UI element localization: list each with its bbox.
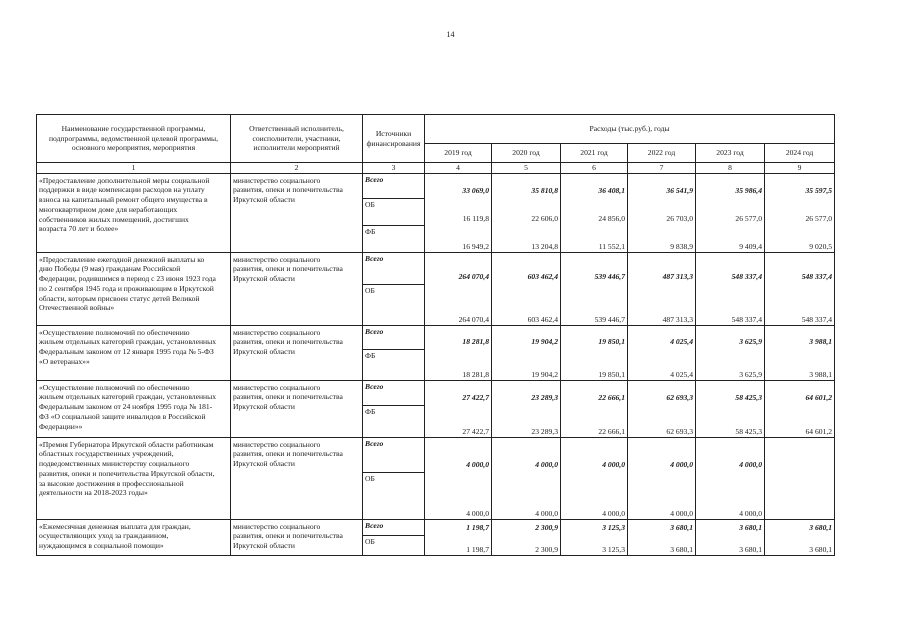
year-values-cell [425,380,492,437]
year-values-cell [765,519,835,555]
total-value: 58 425,3 [735,392,762,402]
year-values-cell [561,325,628,380]
responsible-executor: министерство социального развития, опеки и попечительства Иркутской области [231,437,363,519]
year-values-cell [765,325,835,380]
total-value: 3 988,1 [809,336,833,346]
funding-sources [363,173,425,252]
source-value: 16 949,2 [462,241,489,251]
funding-source-label: Всего [365,326,384,336]
total-value: 35 810,8 [531,185,558,195]
header-year: 2020 год [492,144,561,163]
table-row [37,519,835,555]
funding-sources [363,380,425,437]
column-number: 3 [363,163,425,174]
total-value: 548 337,4 [731,271,762,281]
source-value: 13 204,8 [531,241,558,251]
column-number: 6 [561,163,628,174]
year-values-cell [765,437,835,519]
year-values-cell [765,380,835,437]
source-value: 16 119,8 [462,214,489,224]
source-value: 26 577,0 [805,214,833,224]
source-value: 19 904,2 [531,369,558,379]
total-value: 64 601,2 [805,392,833,402]
source-value: 548 337,4 [731,314,762,324]
responsible-executor: министерство социального развития, опеки и попечительства Иркутской области [231,380,363,437]
total-value: 62 693,3 [666,392,693,402]
source-value: 23 289,3 [531,426,558,436]
source-value: 22 606,0 [531,214,558,224]
column-number: 7 [628,163,696,174]
measure-name: «Премия Губернатора Иркутской области работникам областных государственных учреждений, подведомственных министерству социального развития, опеки и попечительства Иркутской области, за высокие достижения в профессиональной деятельности на 2018-2023 годы» [37,437,231,519]
year-values-cell [696,519,765,555]
year-values-cell [765,173,835,252]
total-value: 539 446,7 [594,271,625,281]
total-value: 3 680,1 [739,522,762,532]
funding-source-label: ОБ [363,284,424,326]
funding-source-label: ОБ [363,198,424,226]
source-value: 4 000,0 [739,508,762,518]
year-values-cell [628,519,696,555]
funding-sources [363,325,425,380]
year-values-cell [492,380,561,437]
year-values-cell [696,325,765,380]
column-number: 4 [425,163,492,174]
year-values-cell [696,380,765,437]
source-value: 3 125,3 [602,544,625,554]
total-value: 4 000,0 [466,459,489,469]
source-value: 3 625,9 [739,369,762,379]
source-value: 487 313,3 [662,314,693,324]
year-values-cell [492,173,561,252]
total-value: 3 125,3 [602,522,625,532]
header-year: 2023 год [696,144,765,163]
year-values-cell [696,252,765,325]
funding-sources [363,519,425,555]
column-number: 5 [492,163,561,174]
year-values-cell [425,325,492,380]
source-value: 3 680,1 [670,544,693,554]
funding-source-label: Всего [365,381,384,391]
source-value: 539 446,7 [594,314,625,324]
year-values-cell [561,519,628,555]
year-values-cell [492,252,561,325]
source-value: 26 703,0 [666,214,693,224]
column-number: 9 [765,163,835,174]
header-expenses: Расходы (тыс.руб.), годы [425,115,835,144]
header-year: 2022 год [628,144,696,163]
source-value: 27 422,7 [462,426,489,436]
page-number: 14 [446,30,455,39]
total-value: 23 289,3 [531,392,558,402]
responsible-executor: министерство социального развития, опеки и попечительства Иркутской области [231,173,363,252]
column-number: 2 [231,163,363,174]
header-year: 2019 год [425,144,492,163]
total-value: 36 408,1 [598,185,625,195]
source-value: 264 070,4 [458,314,489,324]
source-value: 603 462,4 [527,314,558,324]
source-value: 9 020,5 [809,241,833,251]
year-values-cell [561,380,628,437]
source-value: 2 300,9 [535,544,558,554]
source-value: 4 000,0 [535,508,558,518]
total-value: 35 597,5 [805,185,833,195]
expenses-table [36,114,835,556]
source-value: 4 000,0 [670,508,693,518]
funding-sources [363,437,425,519]
total-value: 33 069,0 [462,185,489,195]
source-value: 18 281,8 [462,369,489,379]
year-values-cell [492,437,561,519]
header-year: 2021 год [561,144,628,163]
total-value: 4 000,0 [670,459,693,469]
measure-name: «Предоставление ежегодной денежной выплаты ко дню Победы (9 мая) гражданам Российской Федерации, родившимся в период с 23 июня 1923 года по 2 сентября 1945 года и проживающим в Иркутской области, которым присвоен статус детей Великой Отечественной войны» [37,252,231,325]
source-value: 4 025,4 [670,369,693,379]
year-values-cell [628,173,696,252]
year-values-cell [425,173,492,252]
total-value: 4 000,0 [739,459,762,469]
responsible-executor: министерство социального развития, опеки и попечительства Иркутской области [231,252,363,325]
funding-source-label: ФБ [363,405,424,438]
table-row [37,437,835,519]
source-value: 9 838,9 [670,241,693,251]
source-value: 62 693,3 [666,426,693,436]
source-value: 9 409,4 [739,241,762,251]
year-values-cell [492,325,561,380]
year-values-cell [492,519,561,555]
funding-source-label: ФБ [363,349,424,381]
year-values-cell [628,437,696,519]
funding-source-label: ОБ [363,535,424,556]
funding-source-label: ОБ [363,472,424,520]
source-value: 22 666,1 [598,426,625,436]
source-value: 4 000,0 [602,508,625,518]
measure-name: «Ежемесячная денежная выплата для граждан, осуществляющих уход за гражданином, нуждающимся в социальной помощи» [37,519,231,555]
year-values-cell [696,173,765,252]
source-value: 64 601,2 [805,426,833,436]
year-values-cell [425,437,492,519]
total-value: 22 666,1 [598,392,625,402]
table-row [37,252,835,325]
total-value: 4 025,4 [670,336,693,346]
source-value: 3 680,1 [739,544,762,554]
header-sources: Источники финансирования [363,115,425,163]
total-value: 36 541,9 [666,185,693,195]
measure-name: «Осуществление полномочий по обеспечению жильем отдельных категорий граждан, установленных Федеральным законом от 24 ноября 1995 года № 181- ФЗ «О социальной защите инвалидов в Российской Федерации»» [37,380,231,437]
total-value: 3 680,1 [670,522,693,532]
year-values-cell [765,252,835,325]
source-value: 26 577,0 [735,214,762,224]
funding-source-label: Всего [365,253,384,263]
source-value: 11 552,1 [598,241,625,251]
total-value: 548 337,4 [801,271,833,281]
funding-source-label: Всего [365,174,384,184]
responsible-executor: министерство социального развития, опеки и попечительства Иркутской области [231,325,363,380]
source-value: 1 198,7 [466,544,489,554]
total-value: 18 281,8 [462,336,489,346]
column-number: 8 [696,163,765,174]
year-values-cell [425,252,492,325]
year-values-cell [628,252,696,325]
source-value: 4 000,0 [466,508,489,518]
header-responsible: Ответственный исполнитель, соисполнители, участники, исполнители мероприятий [231,115,363,163]
source-value: 24 856,0 [598,214,625,224]
total-value: 19 850,1 [598,336,625,346]
funding-sources [363,252,425,325]
funding-source-label: ФБ [363,225,424,252]
column-number: 1 [37,163,231,174]
total-value: 19 904,2 [531,336,558,346]
total-value: 27 422,7 [462,392,489,402]
header-year: 2024 год [765,144,835,163]
year-values-cell [425,519,492,555]
total-value: 1 198,7 [466,522,489,532]
total-value: 487 313,3 [662,271,693,281]
year-values-cell [628,380,696,437]
total-value: 2 300,9 [535,522,558,532]
source-value: 58 425,3 [735,426,762,436]
year-values-cell [561,437,628,519]
table-row [37,325,835,380]
column-numbers-row [37,163,835,174]
responsible-executor: министерство социального развития, опеки и попечительства Иркутской области [231,519,363,555]
year-values-cell [696,437,765,519]
source-value: 19 850,1 [598,369,625,379]
total-value: 3 625,9 [739,336,762,346]
funding-source-label: Всего [365,438,384,448]
total-value: 3 680,1 [809,522,833,532]
source-value: 3 680,1 [809,544,833,554]
funding-source-label: Всего [365,520,384,530]
total-value: 264 070,4 [458,271,489,281]
total-value: 4 000,0 [602,459,625,469]
source-value: 548 337,4 [801,314,833,324]
year-values-cell [561,173,628,252]
measure-name: «Осуществление полномочий по обеспечению жильем отдельных категорий граждан, установленных Федеральным законом от 12 января 1995 года № 5-ФЗ «О ветеранах»» [37,325,231,380]
table-row [37,173,835,252]
total-value: 4 000,0 [535,459,558,469]
total-value: 35 986,4 [735,185,762,195]
year-values-cell [628,325,696,380]
total-value: 603 462,4 [527,271,558,281]
year-values-cell [561,252,628,325]
measure-name: «Предоставление дополнительной меры социальной поддержки в виде компенсации расходов на уплату взноса на капитальный ремонт общего имущества в многоквартирном доме для неработающих собственников жилых помещений, достигших возраста 70 лет и более» [37,173,231,252]
header-name: Наименование государственной программы, подпрограммы, ведомственной целевой программы, основного мероприятия, мероприятия [37,115,231,163]
source-value: 3 988,1 [809,369,833,379]
table-row [37,380,835,437]
